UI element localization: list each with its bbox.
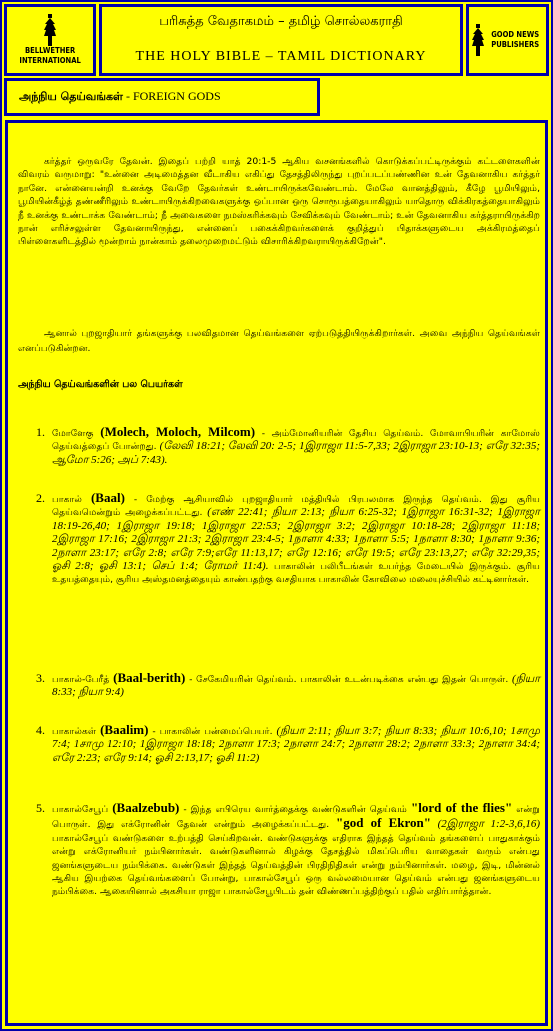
item-4-names: (Baalim) (100, 722, 149, 737)
item-5-refs: (2இராஜா 1:2-3,6,16) (430, 818, 540, 831)
item-2-text: - மேற்கு ஆசியாவில் புறஜாதியார் மத்தியில் பிரபலமாக இருந்த தெய்வம். இது சூரிய தெய்வமென்றும் அழைக்கப்பட்டது. (52, 494, 540, 519)
item-5-lead: பாகால்சேபூப் (52, 804, 113, 815)
section-title-english: FOREIGN GODS (132, 89, 221, 103)
intro-paragraph-1 (18, 155, 540, 249)
item-2-tail: பாகாலின் பலிபீடங்கள் உயர்ந்த மேடையில் இருக்கும். சூரிய உதயத்தையும், சூரிய அஸ்தமனத்தையும் காண்பதற்கு வசதியாக பாகாலின் கோவிலை மலையுச்சியில் கட்டினார்கள். (52, 561, 540, 586)
section-title (4, 78, 320, 116)
item-5-text: - இந்த எபிரெய வார்த்தைக்கு வண்டுகளின் தெய்வம் (179, 804, 411, 815)
item-4 (52, 723, 540, 765)
item-1-refs: (லேவி 18:21; லேவி 20: 2-5; 1இராஜா 11:5-7,33; 2இராஜா 23:10-13; எரே 32:35; ஆமோ 5:26; அப் 7:43). (52, 440, 540, 466)
content-box (5, 120, 548, 1026)
logo-right-text (492, 30, 540, 50)
item-5-quote2: "god of Ekron" (336, 815, 431, 831)
bellwether-logo-icon (43, 14, 57, 46)
title-box (99, 4, 463, 76)
section-title-tamil: அந்நிய தெய்வங்கள் (19, 90, 123, 103)
item-4-text: - பாகாலின் பன்மைப்பெயர். (148, 726, 277, 737)
item-2 (52, 491, 540, 587)
section-title-sep: - (122, 89, 133, 103)
item-1-names: (Molech, Moloch, Milcom) (100, 424, 256, 439)
item-4-lead: பாகால்கள் (52, 726, 101, 737)
item-3-text: - சேகேமியரின் தெய்வம். பாகாலின் உடன்படிக்கை என்பது இதன் பொருள். (185, 674, 513, 685)
item-3-number: 3. (36, 671, 45, 685)
item-5-number: 5. (36, 801, 45, 815)
item-2-names: (Baal) (90, 490, 125, 505)
logo-left-text (19, 46, 80, 66)
logo-right-line1: GOOD NEWS (491, 30, 540, 39)
intro-para1-text: கர்த்தர் ஒருவரே தேவன். இதைப் பற்றி யாத் 20:1-5 ஆகிய வசனங்களில் கொடுக்கப்பட்டிருக்கும் கட்டளைகளின் விவரம் வருமாறு: "உன்னை அடிமைத்தன வீடாகிய எகிப்து தேசத்திலிருந்து புறப்படப்பண்ணின உன் தேவனாகிய கர்த்தர் நானே. என்னையன்றி உனக்கு வேறே தேவர்கள் உண்டாயிருக்கவேண்டாம். மேலே வானத்திலும், கீழே பூமியிலும், பூமியின்கீழ்த் தண்ணீரிலும் உண்டாயிருக்கிறவைகளுக்கு ஒப்பான ஒரு சொரூபத்தையாகிலும் யாதொரு விக்கிரகத்தையாகிலும் நீ உனக்கு உண்டாக்க வேண்டாம்; நீ அவைகளை நமஸ்கரிக்கவும் சேவிக்கவும் வேண்டாம்; உன் தேவனாகிய கர்த்தராயிருக்கிற நான் எரிச்சலுள்ள தேவனாயிருந்து, என்னைப் பகைக்கிறவர்களைக் குறித்துப் பிதாக்களுடைய அக்கிரமத்தைப் பிள்ளைகளிடத்தில் மூன்றாம் நான்காம் தலைமுறைமட்டும் விசாரிக்கிறவராயிருக்கிறேன்". (18, 156, 540, 248)
item-1-number: 1. (36, 425, 45, 439)
item-5 (52, 801, 540, 899)
item-3-names: (Baal-berith) (113, 670, 186, 685)
item-3-refs: (நியா 8:33; நியா 9:4) (52, 673, 540, 699)
item-2-number: 2. (36, 491, 45, 505)
title-tamil: பரிசுத்த வேதாகமம் – தமிழ் சொல்லகராதி (159, 14, 403, 29)
item-5-tail: பாகால்சேபூப் வண்டுகளை உற்பத்தி செய்கிறவன். வண்டுகளுக்கு எதிராக இந்தத் தெய்வம் தங்களைப் பாதுகாக்கும் என்று எக்ரோனியர் நம்பினார்கள். வண்டுகளினால் கிழக்கு தேசத்தில் மிகப்பெரிய வாதைகள் வரும் என்பது ஜனங்களுடைய நம்பிக்கை. வண்டுகள் இந்தத் தெய்வத்தின் பிரதிநிதிகள் என்று நம்பினார்கள். மழை, இடி, மின்னல் ஆகிய இயற்கை தெய்வங்களைப் போன்று, பாகால்சேபூப் ஒரு வல்லமையான தெய்வம் என்பது ஜனங்களுடைய நம்பிக்கை. ஆகையினால் அகசியா ராஜா பாகால்சேபூபிடம் தன் விண்ணப்பத்திற்குப் பதில் எதிர்பார்த்தான். (52, 832, 540, 898)
item-1 (52, 425, 540, 467)
intro-paragraph-2 (18, 326, 540, 356)
item-3 (52, 671, 540, 700)
logo-left (4, 4, 96, 76)
item-2-refs: (எண் 22:41; நியா 2:13; நியா 6:25-32; 1இராஜா 16:31-32; 1இராஜா 18:19-26,40; 1இராஜா 19:18; 1இராஜா 22:53; 2இராஜா 3:2; 2இராஜா 10:18-28; 2இராஜா 11:18; 2இராஜா 17:16; 2இராஜா 21:3; 2இராஜா 23:4-5; 1நாளா 4:33; 1நாளா 5:5; 1நாளா 8:30; 1நாளா 9:36; 2நாளா 23:17; எரே 2:8; எரே 7:9;எரே 11:13,17; எரே 12:16; எரே 19:5; எரே 23:13,27; எரே 32:29,35; ஓசி 2:8; ஓசி 13:1; செப் 1:4; ரோமர் 11:4). (52, 506, 540, 573)
intro-para2-text: ஆனால் புறஜாதியார் தங்களுக்கு பலவிதமான தெய்வங்களை ஏற்படுத்தியிருக்கிறார்கள். அவை அந்நிய தெய்வங்கள் எனப்படுகின்றன. (18, 328, 540, 354)
item-2-lead: பாகால் (52, 494, 91, 505)
list-heading: அந்நிய தெய்வங்களின் பல பெயர்கள் (18, 379, 183, 390)
title-english: THE HOLY BIBLE – TAMIL DICTIONARY (135, 49, 427, 64)
item-3-lead: பாகால்-பேரீத் (52, 674, 114, 685)
item-5-text2: என்று பொருள். இது எக்ரோனின் தேவன் என்றும் அழைக்கப்பட்டது. (52, 804, 540, 831)
item-1-lead: மோளேகு (52, 428, 101, 439)
item-4-refs: (நியா 2:11; நியா 3:7; நியா 8:33; நியா 10:6,10; 1சாமு 7:4; 1சாமு 12:10; 1இராஜா 18:18; 2நாளா 17:3; 2நாளா 24:7; 2நாளா 28:2; 2நாளா 33:3; 2நாளா 34:4; எரே 2:23; எரே 9:14; ஓசி 2:13,17; ஓசி 11:2) (52, 725, 540, 764)
item-5-quote1: "lord of the flies" (410, 800, 513, 815)
good-news-logo-icon (471, 24, 485, 56)
logo-right (466, 4, 549, 76)
logo-left-line1: BELLWETHER (24, 46, 76, 55)
item-5-names: (Baalzebub) (112, 800, 180, 815)
logo-right-line2: PUBLISHERS (491, 40, 540, 49)
logo-left-line2: INTERNATIONAL (19, 56, 81, 65)
item-4-number: 4. (36, 723, 45, 737)
item-1-text: - அம்மோனியரின் தேசிய தெய்வம். மோவாபியரின் காமோஸ் தெய்வத்தைப் போன்றது. (52, 428, 540, 453)
